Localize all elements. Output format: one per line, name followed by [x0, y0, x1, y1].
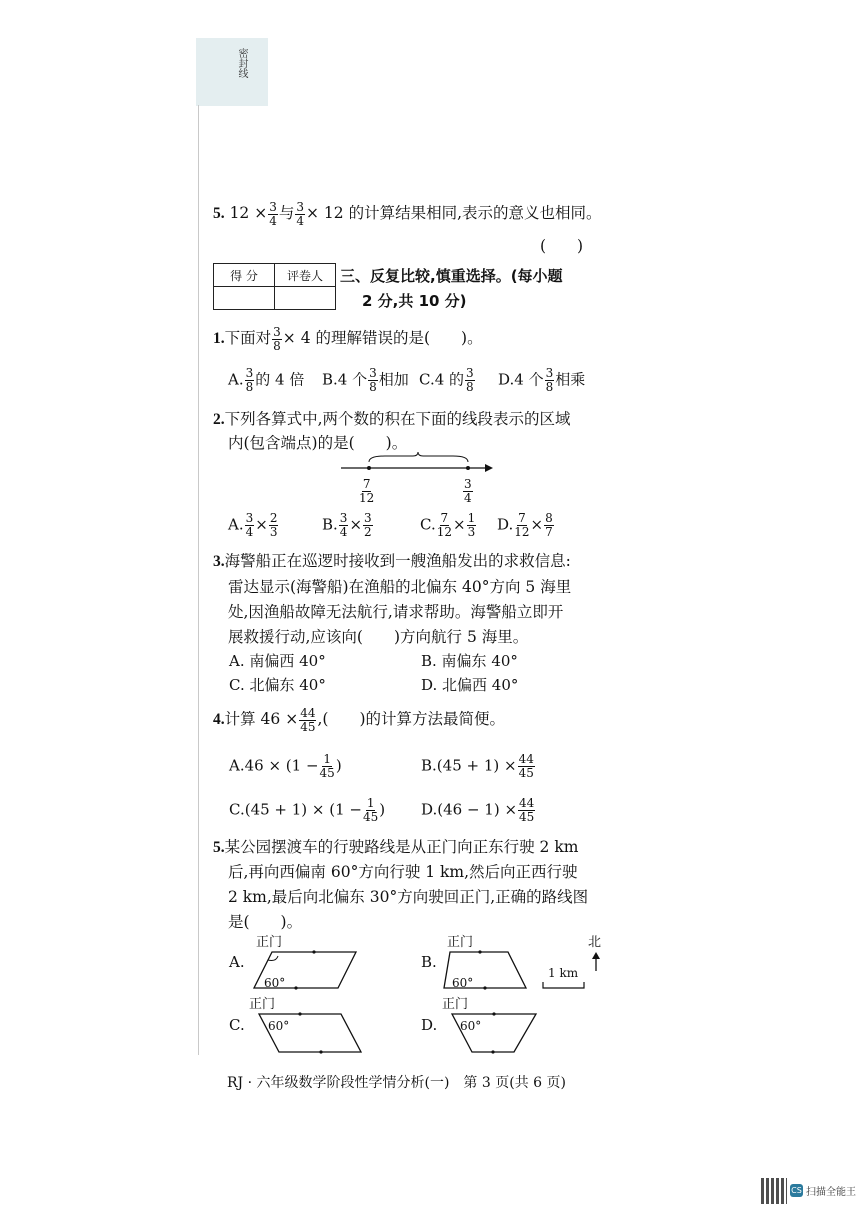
q4-option-c[interactable]: C.(45 + 1) × (1 − $\frac{1}{45}$ ) — [229, 796, 386, 824]
q2-option-b[interactable]: B. $\frac{3}{4}$ × $\frac{3}{2}$ — [322, 511, 372, 539]
tick-label-right: $\frac{3}{4}$ — [464, 477, 472, 505]
score-cell — [214, 287, 275, 310]
gate-label-b: 正门 — [447, 935, 474, 950]
question-3-line-3: 处,因渔船故障无法航行,请求帮助。海警船立即开 — [228, 603, 564, 621]
q3-option-b[interactable]: B. 南偏东 40° — [421, 652, 518, 670]
question-3-line-4: 展救援行动,应该向( )方向航行 5 海里。 — [228, 628, 529, 646]
north-arrow-icon — [591, 952, 601, 972]
scale-label: 1 km — [548, 966, 579, 980]
question-5-line-1: 5.某公园摆渡车的行驶路线是从正门向正东行驶 2 km — [213, 838, 579, 856]
tick-label-left: $\frac{7}{12}$ — [359, 477, 375, 505]
question-5-line-4: 是( )。 — [228, 913, 303, 931]
angle-label-d: 60° — [460, 1019, 482, 1033]
scanner-logo: CS — [791, 1186, 802, 1195]
seal-line — [198, 105, 199, 1055]
q1-option-d[interactable]: D.4 个 $\frac{3}{8}$ 相乘 — [498, 366, 586, 394]
question-1: 1.下面对 $\frac{3}{8}$ × 4 的理解错误的是( )。 — [213, 324, 483, 353]
fraction: $\frac{3}{4}$ — [296, 199, 304, 228]
question-2-line-1: 2.下列各算式中,两个数的积在下面的线段表示的区域 — [213, 410, 571, 428]
q2-option-c[interactable]: C. $\frac{7}{12}$ × $\frac{1}{3}$ — [420, 511, 476, 539]
grader-cell — [275, 287, 336, 310]
gate-label-a: 正门 — [256, 935, 283, 950]
q2-option-a[interactable]: A. $\frac{3}{4}$ × $\frac{2}{3}$ — [228, 511, 278, 539]
fraction: $\frac{3}{4}$ — [269, 199, 277, 228]
q3-option-c[interactable]: C. 北偏东 40° — [229, 676, 326, 694]
prev-question-5: 5. 12 × $\frac{3}{4}$ 与 $\frac{3}{4}$ × 12 的计算结果相同,表示的意义也相同。 — [213, 199, 602, 228]
question-3-line-2: 雷达显示(海警船)在渔船的北偏东 40°方向 5 海里 — [228, 578, 572, 596]
question-2-line-2: 内(包含端点)的是( )。 — [228, 434, 408, 452]
grader-header: 评卷人 — [275, 264, 336, 287]
q1-option-b[interactable]: B.4 个 $\frac{3}{8}$ 相加 — [322, 366, 409, 394]
q2-option-d[interactable]: D. $\frac{7}{12}$ × $\frac{8}{7}$ — [497, 511, 553, 539]
question-5-line-2: 后,再向西偏南 60°方向行驶 1 km,然后向正西行驶 — [228, 863, 578, 881]
score-table — [213, 263, 336, 310]
angle-label-c: 60° — [268, 1019, 290, 1033]
q4-option-d[interactable]: D.(46 − 1) × $\frac{44}{45}$ — [421, 796, 535, 824]
q3-option-d[interactable]: D. 北偏西 40° — [421, 676, 519, 694]
binding-tab-text: 密封线 — [236, 48, 247, 78]
gate-label-d: 正门 — [442, 997, 469, 1012]
q5-option-a-label[interactable]: A. — [229, 953, 245, 971]
binding-tab — [196, 38, 268, 106]
q3-option-a[interactable]: A. 南偏西 40° — [229, 652, 326, 670]
score-header: 得 分 — [214, 264, 275, 287]
q5-option-d-label[interactable]: D. — [421, 1016, 438, 1034]
answer-paren: ( ) — [540, 237, 584, 255]
scanner-watermark: 扫描全能王 — [806, 1187, 856, 1198]
question-3-line-1: 3.海警船正在巡逻时接收到一艘渔船发出的求救信息: — [213, 552, 571, 570]
fraction: $\frac{3}{8}$ — [273, 324, 281, 353]
section-3-subtitle: 2 分,共 10 分) — [362, 292, 467, 310]
scale-bar — [542, 982, 586, 990]
q5-option-b-label[interactable]: B. — [421, 953, 437, 971]
q1-option-a[interactable]: A. $\frac{3}{8}$ 的 4 倍 — [228, 366, 305, 394]
q5-option-c-label[interactable]: C. — [229, 1016, 245, 1034]
question-5-line-3: 2 km,最后向北偏东 30°方向驶回正门,正确的路线图 — [228, 888, 589, 906]
qr-code-icon — [761, 1178, 787, 1204]
q1-option-c[interactable]: C.4 的 $\frac{3}{8}$ — [419, 366, 474, 394]
angle-label-b: 60° — [452, 976, 474, 990]
section-3-title: 三、反复比较,慎重选择。(每小题 — [340, 267, 563, 285]
angle-label-a: 60° — [264, 976, 286, 990]
page-footer: RJ · 六年级数学阶段性学情分析(一) 第 3 页(共 6 页) — [227, 1075, 566, 1091]
q4-option-a[interactable]: A.46 × (1 − $\frac{1}{45}$ ) — [229, 752, 342, 780]
north-label: 北 — [588, 935, 602, 950]
q4-option-b[interactable]: B.(45 + 1) × $\frac{44}{45}$ — [421, 752, 534, 780]
gate-label-c: 正门 — [249, 997, 276, 1012]
question-4: 4.计算 46 × $\frac{44}{45}$ ,( )的计算方法最简便。 — [213, 705, 506, 734]
